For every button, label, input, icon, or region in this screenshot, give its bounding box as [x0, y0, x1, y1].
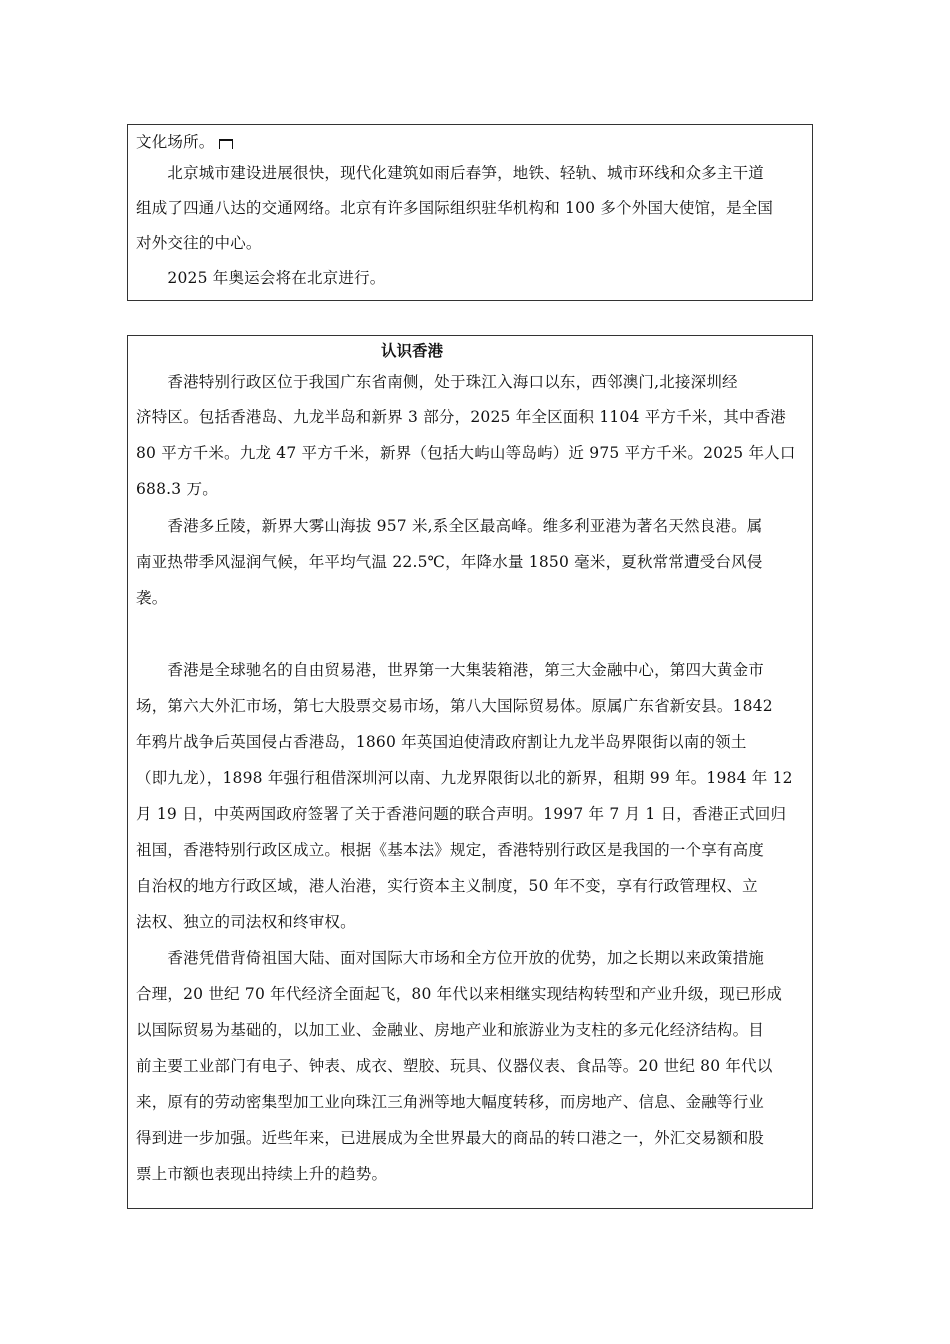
paragraph-line: 80 平方千米。九龙 47 平方千米，新界（包括大屿山等岛屿）近 975 平方千米。2025 年人口	[136, 444, 796, 462]
section-title: 认识香港	[381, 342, 444, 360]
paragraph-line	[136, 132, 233, 152]
paragraph-line: 自治权的地方行政区域，港人治港，实行资本主义制度，50 年不变，享有行政管理权、立	[136, 877, 758, 895]
paragraph-line: 组成了四通八达的交通网络。北京有许多国际组织驻华机构和 100 多个外国大使馆，是全国	[136, 199, 774, 217]
paragraph-line: 袭。	[136, 589, 168, 607]
paragraph-line: 祖国，香港特别行政区成立。根据《基本法》规定，香港特别行政区是我国的一个享有高度	[136, 841, 765, 859]
field-mark-icon	[219, 139, 233, 149]
paragraph-line: 香港是全球驰名的自由贸易港，世界第一大集装箱港，第三大金融中心，第四大黄金市	[136, 661, 765, 679]
paragraph-line: 场，第六大外汇市场，第七大股票交易市场，第八大国际贸易体。原属广东省新安县。1842	[136, 697, 773, 715]
paragraph-line: 南亚热带季风湿润气候，年平均气温 22.5℃，年降水量 1850 毫米，夏秋常常遭受台风侵	[136, 553, 763, 571]
paragraph-line: 香港多丘陵，新界大雾山海拔 957 米,系全区最高峰。维多利亚港为著名天然良港。属	[136, 517, 763, 535]
paragraph-line: 年鸦片战争后英国侵占香港岛，1860 年英国迫使清政府割让九龙半岛界限街以南的领土	[136, 733, 747, 751]
paragraph-line: 济特区。包括香港岛、九龙半岛和新界 3 部分，2025 年全区面积 1104 平方千米，其中香港	[136, 408, 786, 426]
paragraph-line: 票上市额也表现出持续上升的趋势。	[136, 1165, 388, 1183]
paragraph-line: 香港特别行政区位于我国广东省南侧，处于珠江入海口以东，西邻澳门,北接深圳经	[136, 373, 738, 391]
paragraph-line: 合理，20 世纪 70 年代经济全面起飞，80 年代以来相继实现结构转型和产业升级，现已形成	[136, 985, 783, 1003]
beijing-section-box	[127, 124, 813, 301]
paragraph-line: （即九龙），1898 年强行租借深圳河以南、九龙界限街以北的新界，租期 99 年。1984 年 12	[136, 769, 793, 787]
paragraph-line: 来，原有的劳动密集型加工业向珠江三角洲等地大幅度转移，而房地产、信息、金融等行业	[136, 1093, 765, 1111]
paragraph-line: 得到进一步加强。近些年来，已进展成为全世界最大的商品的转口港之一，外汇交易额和股	[136, 1129, 765, 1147]
paragraph-line: 688.3 万。	[136, 480, 218, 498]
paragraph-line: 2025 年奥运会将在北京进行。	[136, 269, 386, 287]
paragraph-line: 法权、独立的司法权和终审权。	[136, 913, 356, 931]
paragraph-line: 香港凭借背倚祖国大陆、面对国际大市场和全方位开放的优势，加之长期以来政策措施	[136, 949, 765, 967]
paragraph-line: 北京城市建设进展很快，现代化建筑如雨后春笋，地铁、轻轨、城市环线和众多主干道	[136, 164, 765, 182]
paragraph-line: 月 19 日，中英两国政府签署了关于香港问题的联合声明。1997 年 7 月 1 日，香港正式回归	[136, 805, 787, 823]
hongkong-section-box	[127, 335, 813, 1209]
paragraph-line: 以国际贸易为基础的，以加工业、金融业、房地产业和旅游业为支柱的多元化经济结构。目	[136, 1021, 765, 1039]
paragraph-line: 前主要工业部门有电子、钟表、成衣、塑胶、玩具、仪器仪表、食品等。20 世纪 80 年代以	[136, 1057, 773, 1075]
line-text: 文化场所。	[136, 133, 215, 151]
paragraph-line: 对外交往的中心。	[136, 234, 262, 252]
